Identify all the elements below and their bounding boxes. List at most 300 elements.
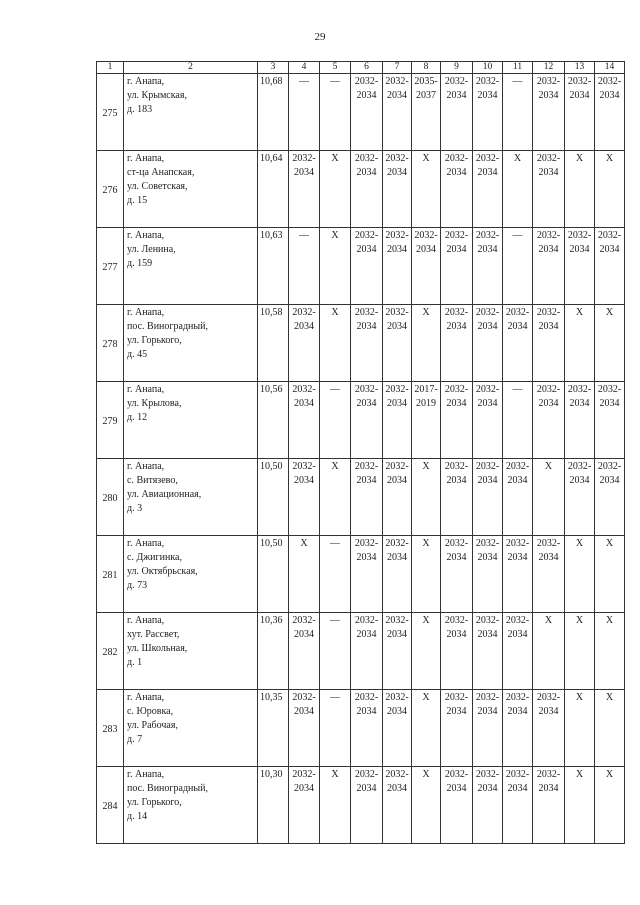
period-line: 2034 xyxy=(446,783,467,794)
period-cell xyxy=(441,613,473,690)
area-value: 10,58 xyxy=(258,305,289,382)
address-line: д. 73 xyxy=(127,580,148,591)
period-cell xyxy=(351,228,383,305)
row-number: 281 xyxy=(97,536,124,613)
address-line: ул. Октябрьская, xyxy=(127,566,198,577)
period-line: 2034 xyxy=(507,552,528,563)
column-header: 13 xyxy=(565,62,595,74)
period-line: 2032- xyxy=(354,384,379,395)
row-number: 278 xyxy=(97,305,124,382)
period-cell xyxy=(473,305,503,382)
period-line: 2032- xyxy=(385,461,409,472)
period-cell xyxy=(289,151,320,228)
period-cell xyxy=(289,459,320,536)
period-line: 2034 xyxy=(387,629,407,640)
period-line: 2034 xyxy=(477,321,498,332)
period-line: — xyxy=(330,692,340,703)
period-cell xyxy=(383,459,412,536)
period-cell xyxy=(383,613,412,690)
address-line: г. Анапа, xyxy=(127,615,165,626)
period-line: 2034 xyxy=(538,783,559,794)
period-cell xyxy=(412,382,441,459)
period-line: 2034 xyxy=(387,244,407,255)
period-line: 2032- xyxy=(385,307,409,318)
period-line: 2034 xyxy=(446,398,467,409)
period-line: X xyxy=(331,769,339,780)
period-cell xyxy=(383,536,412,613)
period-line: 2032- xyxy=(385,153,409,164)
period-line: 2032- xyxy=(597,384,622,395)
address-line: с. Витязево, xyxy=(127,475,178,486)
period-line: X xyxy=(605,692,614,703)
address-line: д. 3 xyxy=(127,503,143,514)
period-line: 2032- xyxy=(354,461,379,472)
period-cell xyxy=(289,74,320,151)
period-line: 2017- xyxy=(414,384,438,395)
period-line: 2032- xyxy=(475,692,500,703)
period-line: 2032- xyxy=(536,230,561,241)
period-line: 2032- xyxy=(444,307,469,318)
area-value: 10,50 xyxy=(258,459,289,536)
period-line: 2034 xyxy=(446,90,467,101)
period-cell xyxy=(503,536,533,613)
period-cell xyxy=(503,382,533,459)
period-line: 2032- xyxy=(354,615,379,626)
period-line: 2034 xyxy=(446,552,467,563)
period-cell xyxy=(412,536,441,613)
column-header: 3 xyxy=(258,62,289,74)
period-line: 2032- xyxy=(475,538,500,549)
address-line: г. Анапа, xyxy=(127,153,165,164)
period-line: 2032- xyxy=(567,76,592,87)
period-line: X xyxy=(422,461,430,472)
period-line: 2034 xyxy=(446,244,467,255)
column-header: 7 xyxy=(383,62,412,74)
address-line: ул. Ленина, xyxy=(127,244,176,255)
address-line: ул. Крылова, xyxy=(127,398,182,409)
period-line: 2034 xyxy=(477,706,498,717)
period-cell xyxy=(320,613,351,690)
period-cell xyxy=(503,613,533,690)
period-cell xyxy=(473,382,503,459)
period-line: 2034 xyxy=(387,552,407,563)
period-line: 2032- xyxy=(292,307,316,318)
address-line: ул. Советская, xyxy=(127,181,188,192)
period-line: 2034 xyxy=(387,167,407,178)
period-cell xyxy=(289,690,320,767)
area-value: 10,50 xyxy=(258,536,289,613)
period-cell xyxy=(320,536,351,613)
period-cell xyxy=(441,151,473,228)
period-line: 2032- xyxy=(292,615,316,626)
period-cell xyxy=(473,690,503,767)
period-line: 2032- xyxy=(505,769,530,780)
period-line: 2032- xyxy=(444,230,469,241)
period-cell xyxy=(533,305,565,382)
period-line: 2019 xyxy=(416,398,436,409)
period-line: 2032- xyxy=(444,692,469,703)
address-line: д. 12 xyxy=(127,412,148,423)
period-cell xyxy=(565,228,595,305)
period-cell xyxy=(595,74,625,151)
period-line: 2032- xyxy=(475,76,500,87)
period-cell xyxy=(412,228,441,305)
period-cell xyxy=(473,767,503,844)
period-cell xyxy=(595,767,625,844)
period-line: 2032- xyxy=(354,153,379,164)
column-header: 1 xyxy=(97,62,124,74)
period-line: 2032- xyxy=(567,384,592,395)
period-line: 2032- xyxy=(505,461,530,472)
period-line: 2034 xyxy=(569,398,590,409)
period-line: 2032- xyxy=(292,384,316,395)
address-cell xyxy=(124,536,258,613)
period-line: 2032- xyxy=(292,769,316,780)
period-line: 2032- xyxy=(354,692,379,703)
row-number: 282 xyxy=(97,613,124,690)
address-line: с. Джигинка, xyxy=(127,552,182,563)
period-line: 2034 xyxy=(356,398,377,409)
period-cell xyxy=(503,228,533,305)
period-cell xyxy=(503,459,533,536)
period-line: X xyxy=(331,307,339,318)
period-cell xyxy=(533,613,565,690)
period-line: X xyxy=(605,615,614,626)
period-line: 2032- xyxy=(354,769,379,780)
table-row xyxy=(97,536,625,613)
period-cell xyxy=(595,305,625,382)
column-header: 11 xyxy=(503,62,533,74)
period-cell xyxy=(441,74,473,151)
address-cell xyxy=(124,690,258,767)
period-line: 2034 xyxy=(294,475,314,486)
address-line: ул. Авиационная, xyxy=(127,489,202,500)
period-cell xyxy=(320,74,351,151)
period-line: 2034 xyxy=(569,90,590,101)
period-line: 2032- xyxy=(536,307,561,318)
period-line: 2034 xyxy=(446,706,467,717)
period-line: 2034 xyxy=(356,244,377,255)
period-line: 2034 xyxy=(446,629,467,640)
address-line: г. Анапа, xyxy=(127,692,165,703)
period-cell xyxy=(289,536,320,613)
table-row xyxy=(97,767,625,844)
period-line: 2032- xyxy=(385,384,409,395)
period-line: 2032- xyxy=(536,384,561,395)
period-cell xyxy=(565,613,595,690)
period-line: X xyxy=(605,307,614,318)
period-cell xyxy=(351,690,383,767)
address-line: ул. Рабочая, xyxy=(127,720,178,731)
area-value: 10,63 xyxy=(258,228,289,305)
period-line: X xyxy=(575,153,584,164)
row-number: 275 xyxy=(97,74,124,151)
row-number: 280 xyxy=(97,459,124,536)
period-line: 2034 xyxy=(387,90,407,101)
period-cell xyxy=(473,228,503,305)
period-line: 2032- xyxy=(475,230,500,241)
period-line: X xyxy=(422,538,430,549)
period-cell xyxy=(503,151,533,228)
period-line: 2032- xyxy=(597,230,622,241)
period-cell xyxy=(595,613,625,690)
period-cell xyxy=(595,690,625,767)
period-cell xyxy=(533,74,565,151)
area-value: 10,36 xyxy=(258,613,289,690)
period-cell xyxy=(351,536,383,613)
period-line: — xyxy=(512,230,523,241)
period-line: 2034 xyxy=(294,783,314,794)
period-line: — xyxy=(512,384,523,395)
period-cell xyxy=(412,74,441,151)
address-line: г. Анапа, xyxy=(127,461,165,472)
period-line: 2034 xyxy=(356,475,377,486)
column-header: 5 xyxy=(320,62,351,74)
period-line: 2034 xyxy=(538,167,559,178)
address-cell xyxy=(124,305,258,382)
period-line: 2034 xyxy=(446,321,467,332)
period-cell xyxy=(595,151,625,228)
table-row xyxy=(97,613,625,690)
period-line: 2034 xyxy=(477,244,498,255)
column-header: 6 xyxy=(351,62,383,74)
address-line: ул. Горького, xyxy=(127,335,182,346)
period-line: 2032- xyxy=(292,692,316,703)
period-cell xyxy=(351,382,383,459)
period-cell xyxy=(320,459,351,536)
period-cell xyxy=(441,228,473,305)
period-cell xyxy=(441,536,473,613)
period-line: 2032- xyxy=(536,538,561,549)
period-cell xyxy=(412,767,441,844)
period-line: 2034 xyxy=(477,398,498,409)
period-cell xyxy=(565,305,595,382)
area-value: 10,68 xyxy=(258,74,289,151)
period-cell xyxy=(289,382,320,459)
period-line: 2032- xyxy=(444,461,469,472)
period-line: 2032- xyxy=(414,230,438,241)
period-line: 2034 xyxy=(569,244,590,255)
period-line: 2034 xyxy=(507,783,528,794)
period-cell xyxy=(533,767,565,844)
period-line: 2032- xyxy=(475,307,500,318)
period-cell xyxy=(412,613,441,690)
period-line: 2032- xyxy=(444,384,469,395)
period-line: 2037 xyxy=(416,90,436,101)
period-cell xyxy=(533,536,565,613)
address-line: пос. Виноградный, xyxy=(127,321,208,332)
period-cell xyxy=(533,228,565,305)
period-line: 2034 xyxy=(356,783,377,794)
address-line: ул. Школьная, xyxy=(127,643,188,654)
address-line: д. 1 xyxy=(127,657,143,668)
period-cell xyxy=(320,382,351,459)
period-line: 2032- xyxy=(385,76,409,87)
period-line: X xyxy=(331,461,339,472)
address-cell xyxy=(124,151,258,228)
period-line: X xyxy=(575,538,584,549)
period-line: 2032- xyxy=(354,76,379,87)
period-cell xyxy=(383,382,412,459)
period-line: 2034 xyxy=(416,244,436,255)
address-cell xyxy=(124,767,258,844)
column-header: 2 xyxy=(124,62,258,74)
period-line: 2034 xyxy=(477,629,498,640)
period-line: 2034 xyxy=(599,475,620,486)
period-cell xyxy=(503,767,533,844)
period-line: — xyxy=(512,76,523,87)
period-line: X xyxy=(422,769,430,780)
period-line: X xyxy=(513,153,522,164)
address-line: хут. Рассвет, xyxy=(127,629,180,640)
period-line: 2034 xyxy=(507,475,528,486)
period-line: 2032- xyxy=(475,769,500,780)
period-line: 2032- xyxy=(354,230,379,241)
period-cell xyxy=(320,305,351,382)
period-cell xyxy=(289,613,320,690)
table-row xyxy=(97,690,625,767)
period-cell xyxy=(351,74,383,151)
period-cell xyxy=(441,767,473,844)
period-cell xyxy=(383,74,412,151)
period-line: X xyxy=(422,692,430,703)
column-header: 10 xyxy=(473,62,503,74)
period-line: 2032- xyxy=(444,538,469,549)
period-cell xyxy=(473,74,503,151)
period-cell xyxy=(533,690,565,767)
registry-table xyxy=(96,61,625,844)
area-value: 10,35 xyxy=(258,690,289,767)
period-line: 2032- xyxy=(536,692,561,703)
period-cell xyxy=(595,228,625,305)
period-cell xyxy=(412,305,441,382)
period-line: X xyxy=(605,153,614,164)
period-cell xyxy=(473,536,503,613)
address-line: пос. Виноградный, xyxy=(127,783,208,794)
period-line: 2032- xyxy=(354,538,379,549)
period-line: 2034 xyxy=(446,475,467,486)
period-cell xyxy=(595,459,625,536)
period-line: — xyxy=(330,538,340,549)
period-line: 2034 xyxy=(294,706,314,717)
period-line: X xyxy=(422,307,430,318)
address-line: г. Анапа, xyxy=(127,769,165,780)
period-line: 2034 xyxy=(599,244,620,255)
period-cell xyxy=(383,228,412,305)
period-cell xyxy=(383,690,412,767)
period-line: 2032- xyxy=(505,307,530,318)
address-line: с. Юровка, xyxy=(127,706,174,717)
period-line: 2032- xyxy=(385,538,409,549)
row-number: 279 xyxy=(97,382,124,459)
period-cell xyxy=(565,74,595,151)
period-line: 2034 xyxy=(538,321,559,332)
period-line: 2034 xyxy=(569,475,590,486)
period-line: 2034 xyxy=(387,321,407,332)
period-cell xyxy=(383,305,412,382)
column-header: 9 xyxy=(441,62,473,74)
period-line: 2034 xyxy=(507,629,528,640)
period-cell xyxy=(473,459,503,536)
period-cell xyxy=(565,536,595,613)
address-cell xyxy=(124,228,258,305)
column-header: 12 xyxy=(533,62,565,74)
period-line: 2032- xyxy=(354,307,379,318)
period-line: 2032- xyxy=(444,615,469,626)
period-line: 2032- xyxy=(475,153,500,164)
period-cell xyxy=(595,382,625,459)
period-cell xyxy=(565,459,595,536)
period-cell xyxy=(441,690,473,767)
period-line: 2034 xyxy=(538,90,559,101)
period-line: — xyxy=(299,230,309,241)
period-line: 2034 xyxy=(599,90,620,101)
period-line: 2034 xyxy=(538,552,559,563)
period-line: 2034 xyxy=(477,475,498,486)
period-line: 2034 xyxy=(356,706,377,717)
address-cell xyxy=(124,613,258,690)
column-header: 8 xyxy=(412,62,441,74)
column-header: 14 xyxy=(595,62,625,74)
period-line: 2034 xyxy=(294,629,314,640)
period-line: 2032- xyxy=(475,615,500,626)
address-line: ул. Горького, xyxy=(127,797,182,808)
period-line: 2034 xyxy=(294,321,314,332)
period-cell xyxy=(412,459,441,536)
header-row xyxy=(97,62,625,74)
address-line: г. Анапа, xyxy=(127,384,165,395)
period-line: 2032- xyxy=(597,461,622,472)
period-line: 2032- xyxy=(536,153,561,164)
period-line: 2032- xyxy=(292,461,316,472)
period-line: X xyxy=(575,692,584,703)
period-cell xyxy=(289,228,320,305)
period-line: 2032- xyxy=(475,384,500,395)
period-line: 2032- xyxy=(597,76,622,87)
period-cell xyxy=(473,151,503,228)
period-line: 2034 xyxy=(294,398,314,409)
period-line: 2034 xyxy=(387,783,407,794)
address-line: г. Анапа, xyxy=(127,307,165,318)
period-line: 2032- xyxy=(385,230,409,241)
address-line: д. 15 xyxy=(127,195,148,206)
period-cell xyxy=(320,767,351,844)
period-cell xyxy=(503,305,533,382)
period-cell xyxy=(383,767,412,844)
period-cell xyxy=(503,74,533,151)
period-cell xyxy=(565,690,595,767)
period-line: 2034 xyxy=(387,398,407,409)
period-line: X xyxy=(575,769,584,780)
address-cell xyxy=(124,74,258,151)
period-line: 2034 xyxy=(477,783,498,794)
period-line: 2034 xyxy=(356,629,377,640)
period-line: 2034 xyxy=(477,90,498,101)
period-cell xyxy=(320,228,351,305)
address-line: д. 183 xyxy=(127,104,153,115)
address-line: г. Анапа, xyxy=(127,230,165,241)
period-line: 2032- xyxy=(292,153,316,164)
period-line: X xyxy=(422,153,430,164)
table-row xyxy=(97,228,625,305)
period-line: — xyxy=(330,615,340,626)
address-line: г. Анапа, xyxy=(127,538,165,549)
registry-body xyxy=(97,74,625,844)
period-line: 2032- xyxy=(385,615,409,626)
period-line: 2034 xyxy=(477,167,498,178)
period-line: X xyxy=(300,538,308,549)
period-line: 2034 xyxy=(538,706,559,717)
